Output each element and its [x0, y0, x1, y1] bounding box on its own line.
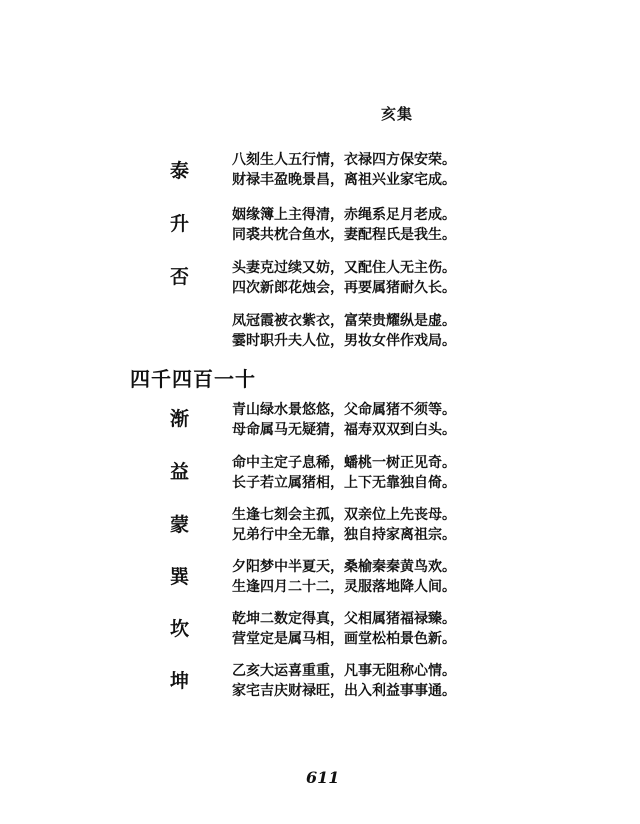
hexagram-label: 坤	[170, 670, 190, 692]
verse-line: 长子若立属猪相，上下无靠独自倚。	[232, 475, 456, 491]
hexagram-label: 益	[170, 461, 190, 483]
verse-line: 乾坤二数定得真，父相属猪福禄臻。	[232, 611, 456, 627]
verse-line: 凤冠霞被衣紫衣，富荣贵耀纵是虚。	[232, 313, 456, 329]
verse-group	[232, 661, 632, 701]
verse-line: 夕阳梦中半夏天，桑榆秦秦黄鸟欢。	[232, 559, 456, 575]
hexagram-label: 泰	[170, 160, 190, 182]
verse-line: 青山绿水景悠悠，父命属猪不须等。	[232, 402, 456, 418]
page-number: 611	[306, 768, 340, 787]
verse-group	[232, 609, 632, 649]
verse-line: 命中主定子息稀，蟠桃一树正见奇。	[232, 455, 456, 471]
hexagram-label: 渐	[170, 408, 190, 430]
hexagram-label: 巽	[170, 566, 190, 588]
verse-line: 霎时职升夫人位，男妆女伴作戏局。	[232, 333, 456, 349]
verse-line: 同裘共枕合鱼水，妻配程氏是我生。	[232, 227, 456, 243]
verse-line: 头妻克过续又妨，又配住人无主伤。	[232, 260, 456, 276]
verse-line: 乙亥大运喜重重，凡事无阻称心情。	[232, 663, 456, 679]
verse-line: 姻缘簿上主得清，赤绳系足月老成。	[232, 207, 456, 223]
hexagram-label: 否	[170, 266, 190, 288]
verse-line: 母命属马无疑猜，福寿双双到白头。	[232, 422, 456, 438]
verse-group	[232, 400, 632, 440]
verse-group	[232, 453, 632, 493]
verse-line: 四次新郎花烛会，再要属猪耐久长。	[232, 280, 456, 296]
verse-group	[232, 258, 632, 298]
verse-line: 生逢四月二十二，灵服落地降人间。	[232, 579, 456, 595]
hexagram-label: 坎	[170, 618, 190, 640]
verse-line: 营堂定是属马相，画堂松柏景色新。	[232, 631, 456, 647]
verse-group	[232, 311, 632, 351]
verse-group	[232, 150, 632, 190]
verse-line: 家宅吉庆财禄旺，出入利益事事通。	[232, 683, 456, 699]
hexagram-label: 升	[170, 213, 190, 235]
verse-line: 兄弟行中全无靠，独自持家离祖宗。	[232, 527, 456, 543]
section-title: 四千四百一十	[130, 367, 256, 391]
verse-group	[232, 205, 632, 245]
running-header: 亥集	[381, 105, 414, 123]
hexagram-label: 蒙	[170, 514, 190, 536]
verse-line: 八刻生人五行情，衣禄四方保安荣。	[232, 152, 456, 168]
verse-line: 生逢七刻会主孤，双亲位上先丧母。	[232, 507, 456, 523]
verse-group	[232, 557, 632, 597]
verse-line: 财禄丰盈晚景昌，离祖兴业家宅成。	[232, 172, 456, 188]
verse-group	[232, 505, 632, 545]
